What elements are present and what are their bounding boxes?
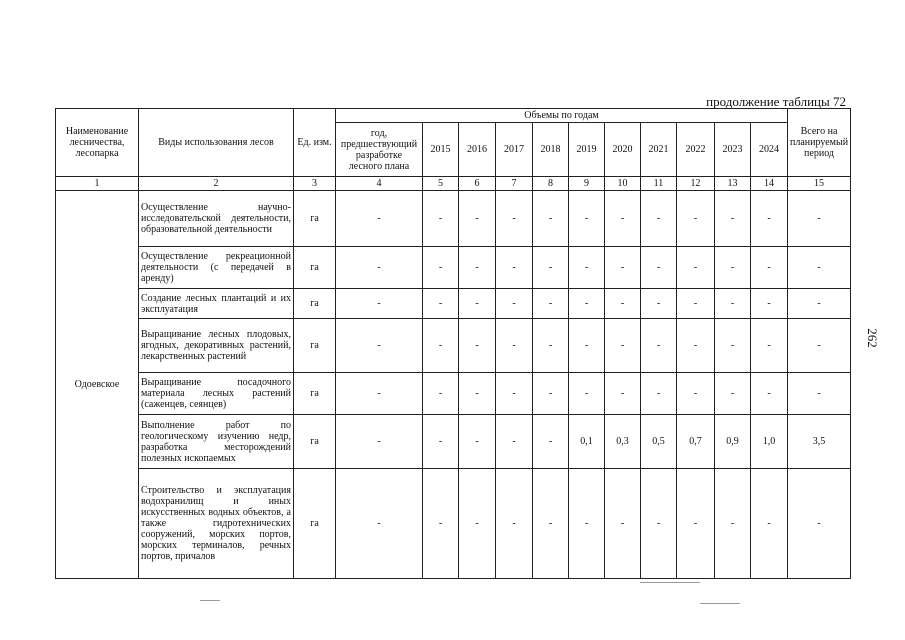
header-prev-year: год, предшествующий разработке лесного плана (336, 123, 423, 177)
header-year: 2020 (605, 123, 641, 177)
year-value-cell: - (605, 247, 641, 289)
prev-year-cell: - (336, 319, 423, 373)
year-value-cell: - (423, 247, 459, 289)
year-value-cell: - (459, 415, 496, 469)
unit-cell: га (294, 415, 336, 469)
column-number: 11 (641, 177, 677, 191)
year-value-cell: - (496, 415, 533, 469)
year-value-cell: - (459, 373, 496, 415)
year-value-cell: - (533, 415, 569, 469)
prev-year-cell: - (336, 469, 423, 579)
prev-year-cell: - (336, 415, 423, 469)
header-year: 2018 (533, 123, 569, 177)
year-value-cell: - (677, 191, 715, 247)
header-forestry: Наименование лесничества, лесопарка (56, 109, 139, 177)
year-value-cell: - (677, 373, 715, 415)
unit-cell: га (294, 373, 336, 415)
column-number: 5 (423, 177, 459, 191)
header-year: 2015 (423, 123, 459, 177)
year-value-cell: - (677, 319, 715, 373)
year-value-cell: - (641, 469, 677, 579)
year-value-cell: - (459, 247, 496, 289)
year-value-cell: - (533, 319, 569, 373)
year-value-cell: - (459, 319, 496, 373)
year-value-cell: - (496, 247, 533, 289)
scan-artifact (640, 582, 700, 583)
year-value-cell: 0,5 (641, 415, 677, 469)
table-caption: продолжение таблицы 72 (706, 94, 846, 109)
total-cell: 3,5 (788, 415, 851, 469)
column-number: 3 (294, 177, 336, 191)
table-row (56, 191, 851, 247)
table-row (56, 319, 851, 373)
year-value-cell: - (496, 469, 533, 579)
table-row (56, 415, 851, 469)
header-year: 2019 (569, 123, 605, 177)
year-value-cell: - (715, 319, 751, 373)
prev-year-cell: - (336, 191, 423, 247)
column-number: 13 (715, 177, 751, 191)
scan-artifact (200, 600, 220, 601)
page-number: 262 (864, 328, 880, 348)
header-year: 2022 (677, 123, 715, 177)
year-value-cell: - (533, 373, 569, 415)
year-value-cell: - (569, 191, 605, 247)
year-value-cell: - (751, 469, 788, 579)
header-total: Всего на планируемый период (788, 109, 851, 177)
year-value-cell: - (569, 373, 605, 415)
year-value-cell: - (641, 319, 677, 373)
year-value-cell: - (459, 191, 496, 247)
table-row (56, 247, 851, 289)
year-value-cell: - (423, 373, 459, 415)
year-value-cell: - (605, 191, 641, 247)
table-row (56, 373, 851, 415)
column-number: 4 (336, 177, 423, 191)
year-value-cell: - (677, 469, 715, 579)
year-value-cell: - (423, 469, 459, 579)
header-year: 2023 (715, 123, 751, 177)
use-type-cell: Выращивание лесных плодовых, ягодных, декоративных растений, лекарственных растений (139, 319, 294, 373)
year-value-cell: - (751, 191, 788, 247)
year-value-cell: 0,9 (715, 415, 751, 469)
year-value-cell: - (641, 191, 677, 247)
column-number: 6 (459, 177, 496, 191)
year-value-cell: - (533, 289, 569, 319)
column-number: 8 (533, 177, 569, 191)
header-volumes: Объемы по годам (336, 109, 788, 123)
year-value-cell: - (569, 469, 605, 579)
forest-use-table (55, 108, 851, 579)
year-value-cell: - (641, 289, 677, 319)
year-value-cell: - (715, 191, 751, 247)
header-year: 2017 (496, 123, 533, 177)
total-cell: - (788, 469, 851, 579)
year-value-cell: - (715, 373, 751, 415)
year-value-cell: - (423, 289, 459, 319)
year-value-cell: - (751, 289, 788, 319)
year-value-cell: - (533, 469, 569, 579)
year-value-cell: - (715, 289, 751, 319)
total-cell: - (788, 191, 851, 247)
year-value-cell: - (569, 289, 605, 319)
year-value-cell: - (496, 373, 533, 415)
column-number: 2 (139, 177, 294, 191)
table-row (56, 289, 851, 319)
year-value-cell: - (496, 289, 533, 319)
column-number: 9 (569, 177, 605, 191)
year-value-cell: - (715, 469, 751, 579)
column-number: 1 (56, 177, 139, 191)
year-value-cell: - (459, 289, 496, 319)
year-value-cell: - (605, 373, 641, 415)
header-year: 2024 (751, 123, 788, 177)
total-cell: - (788, 247, 851, 289)
year-value-cell: 0,3 (605, 415, 641, 469)
year-value-cell: - (569, 319, 605, 373)
unit-cell: га (294, 319, 336, 373)
year-value-cell: 0,1 (569, 415, 605, 469)
unit-cell: га (294, 247, 336, 289)
total-cell: - (788, 319, 851, 373)
column-number: 7 (496, 177, 533, 191)
year-value-cell: - (423, 319, 459, 373)
use-type-cell: Выполнение работ по геологическому изучению недр, разработка месторождений полезных ископаемых (139, 415, 294, 469)
year-value-cell: - (605, 289, 641, 319)
header-unit: Ед. изм. (294, 109, 336, 177)
prev-year-cell: - (336, 289, 423, 319)
year-value-cell: - (496, 319, 533, 373)
year-value-cell: - (605, 319, 641, 373)
year-value-cell: - (459, 469, 496, 579)
use-type-cell: Осуществление рекреационной деятельности (с передачей в аренду) (139, 247, 294, 289)
year-value-cell: - (533, 191, 569, 247)
year-value-cell: 1,0 (751, 415, 788, 469)
year-value-cell: - (605, 469, 641, 579)
year-value-cell: - (751, 319, 788, 373)
use-type-cell: Выращивание посадочного материала лесных растений (саженцев, сеянцев) (139, 373, 294, 415)
column-number: 15 (788, 177, 851, 191)
header-year: 2016 (459, 123, 496, 177)
scan-artifact (700, 603, 740, 604)
year-value-cell: - (641, 373, 677, 415)
total-cell: - (788, 289, 851, 319)
year-value-cell: - (423, 191, 459, 247)
header-use-type: Виды использования лесов (139, 109, 294, 177)
unit-cell: га (294, 469, 336, 579)
column-number: 12 (677, 177, 715, 191)
column-number: 10 (605, 177, 641, 191)
year-value-cell: - (751, 373, 788, 415)
use-type-cell: Создание лесных плантаций и их эксплуатация (139, 289, 294, 319)
header-year: 2021 (641, 123, 677, 177)
year-value-cell: - (751, 247, 788, 289)
year-value-cell: - (533, 247, 569, 289)
prev-year-cell: - (336, 247, 423, 289)
year-value-cell: - (677, 247, 715, 289)
year-value-cell: - (423, 415, 459, 469)
year-value-cell: - (677, 289, 715, 319)
use-type-cell: Осуществление научно-исследовательской деятельности, образовательной деятельности (139, 191, 294, 247)
use-type-cell: Строительство и эксплуатация водохранилищ и иных искусственных водных объектов, а также гидротехнических сооружений, морских портов, морских терминалов, речных портов, причалов (139, 469, 294, 579)
year-value-cell: - (641, 247, 677, 289)
year-value-cell: - (496, 191, 533, 247)
year-value-cell: - (569, 247, 605, 289)
year-value-cell: 0,7 (677, 415, 715, 469)
prev-year-cell: - (336, 373, 423, 415)
column-number: 14 (751, 177, 788, 191)
forestry-name: Одоевское (56, 191, 139, 579)
year-value-cell: - (715, 247, 751, 289)
total-cell: - (788, 373, 851, 415)
table-row (56, 469, 851, 579)
unit-cell: га (294, 289, 336, 319)
unit-cell: га (294, 191, 336, 247)
